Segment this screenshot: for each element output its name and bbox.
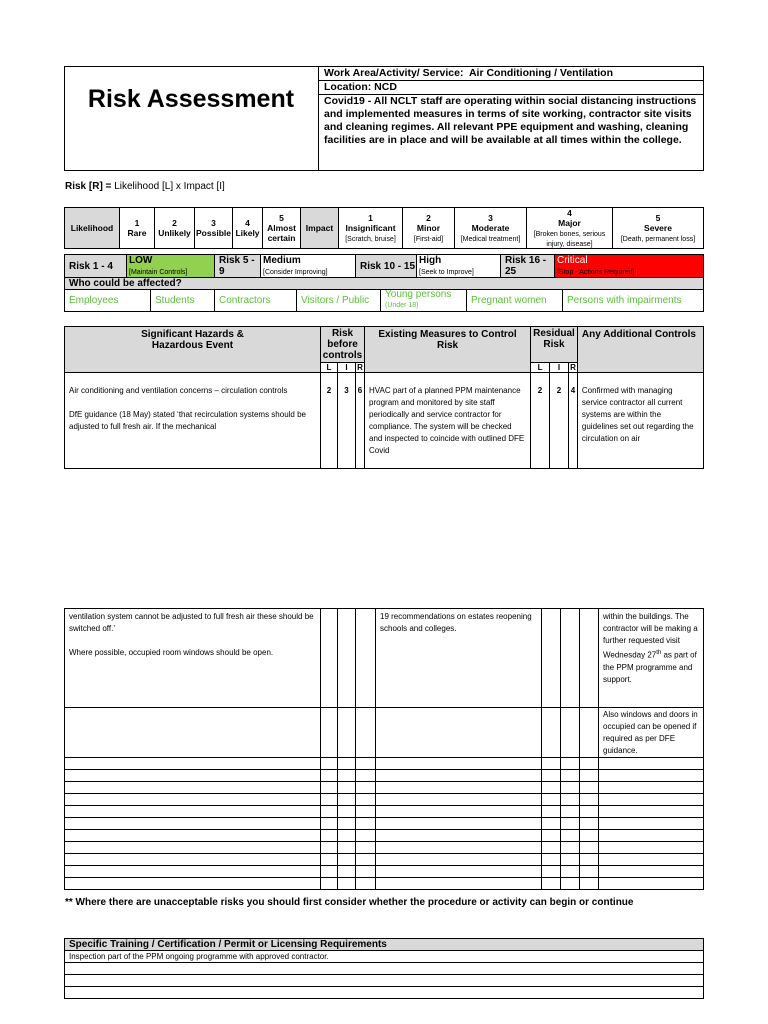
band-critical: Critical [Stop - Actions Required] <box>555 255 704 278</box>
table-row <box>65 373 321 469</box>
impact-3: 3 Moderate [Medical treatment] <box>455 208 527 249</box>
impact-label: Impact <box>301 208 339 249</box>
hazard-text-a: Air conditioning and ventilation concerns – circulation controls <box>69 386 288 395</box>
header-additional-controls: Any Additional Controls <box>577 327 703 373</box>
existing-measures-continued: 19 recommendations on estates reopening schools and colleges. <box>376 609 542 708</box>
affected-groups <box>64 289 704 312</box>
hazard-text-b: DfE guidance (18 May) stated ‘that recirculation systems should be adjusted to full fresh air. If the mechanical <box>69 410 307 431</box>
affected-contractors: Contractors <box>215 290 297 312</box>
header-existing-measures: Existing Measures to Control Risk <box>365 327 531 373</box>
header-risk-before: Risk before controls <box>321 327 365 363</box>
header-l: L <box>321 363 338 373</box>
likelihood-1: 1 Rare <box>120 208 155 249</box>
existing-measures: HVAC part of a planned PPM maintenance program and monitored by site staff periodically and service contractor for compliance. The system will be checked and inspected to coincide with outlined DFE Covid <box>365 373 531 469</box>
residual-i: 2 <box>550 373 569 469</box>
risk-i: 3 <box>338 373 356 469</box>
residual-r: 4 <box>569 373 578 469</box>
additional-windows-doors: Also windows and doors in occupied can be opened if required as per DFE guidance. <box>599 708 704 758</box>
header-residual-r: R <box>570 363 576 372</box>
header-divider <box>318 66 319 171</box>
affected-impairments: Persons with impairments <box>563 290 704 312</box>
band-low: LOW [Maintain Controls] <box>127 255 215 278</box>
band-high: High [Seek to Improve] <box>417 255 501 278</box>
hazards-table-page1 <box>64 326 704 469</box>
hazards-table-page2 <box>64 608 704 890</box>
band-range-medium: Risk 5 - 9 <box>215 255 261 278</box>
affected-employees: Employees <box>65 290 151 312</box>
location: Location: NCD <box>324 81 397 93</box>
table-row <box>65 842 704 854</box>
band-range-high: Risk 10 - 15 <box>356 255 417 278</box>
table-row <box>65 854 704 866</box>
risk-l: 2 <box>321 373 338 469</box>
training-line-1: Inspection part of the PPM ongoing programme with approved contractor. <box>65 951 704 963</box>
work-area-label: Work Area/Activity/ Service: <box>324 67 464 79</box>
affected-title: Who could be affected? <box>64 277 704 290</box>
band-range-low: Risk 1 - 4 <box>65 255 127 278</box>
training-line-3 <box>65 975 704 987</box>
impact-5: 5 Severe [Death, permanent loss] <box>613 208 704 249</box>
work-area-line <box>324 67 613 79</box>
table-row <box>65 830 704 842</box>
table-row <box>65 818 704 830</box>
table-row <box>65 806 704 818</box>
risk-r: 6 <box>356 373 365 469</box>
table-row <box>65 794 704 806</box>
likelihood-5: 5 Almost certain <box>263 208 301 249</box>
likelihood-2: 2 Unlikely <box>155 208 195 249</box>
work-area-value: Air Conditioning / Ventilation <box>468 67 614 79</box>
unacceptable-risk-note: ** Where there are unacceptable risks you should first consider whether the procedure or activity can begin or continue <box>65 897 634 908</box>
training-line-4 <box>65 987 704 999</box>
table-row <box>65 782 704 794</box>
risk-bands-table <box>64 254 704 278</box>
impact-1: 1 Insignificant [Scratch, bruise] <box>339 208 403 249</box>
affected-young-persons: Young persons (Under 18) <box>381 290 467 312</box>
training-title: Specific Training / Certification / Permit or Licensing Requirements <box>65 939 704 951</box>
training-table <box>64 938 704 999</box>
likelihood-3: 3 Possible <box>195 208 233 249</box>
header-i: I <box>338 363 356 373</box>
table-row <box>65 708 321 758</box>
covid-statement: Covid19 - All NCLT staff are operating within social distancing instructions and implemented measures in terms of site working, contractor site visits and cleaning regimes. All relevant PPE equipment and washing, cleaning facilities are in place and will be available at all times within the college. <box>324 95 697 146</box>
residual-l: 2 <box>531 373 550 469</box>
header-residual-risk: Residual Risk <box>531 327 578 363</box>
risk-formula <box>65 181 225 192</box>
affected-students: Students <box>151 290 215 312</box>
header-r: R <box>357 363 363 372</box>
hazard-text-continued: ventilation system cannot be adjusted to full fresh air these should be switched off.’ <box>69 612 314 633</box>
table-row <box>65 758 704 770</box>
additional-controls-continued: within the buildings. The contractor will be making a further requested visit Wednesday 27th as part of the PPM programme and support. <box>599 609 704 708</box>
table-row <box>65 878 704 890</box>
band-medium: Medium [Consider Improving] <box>261 255 356 278</box>
likelihood-4: 4 Likely <box>233 208 263 249</box>
additional-controls: Confirmed with managing service contractor all current systems are within the guidelines set out regarding the circulation on air <box>577 373 703 469</box>
table-row <box>65 866 704 878</box>
affected-visitors: Visitors / Public <box>297 290 381 312</box>
header-residual-i: I <box>550 363 569 373</box>
likelihood-impact-table <box>64 207 704 249</box>
header-residual-l: L <box>531 363 550 373</box>
table-row <box>65 609 321 708</box>
training-line-2 <box>65 963 704 975</box>
band-range-critical: Risk 16 - 25 <box>501 255 555 278</box>
table-row <box>65 770 704 782</box>
likelihood-label: Likelihood <box>65 208 120 249</box>
impact-4: 4 Major [Broken bones, serious injury, disease] <box>527 208 613 249</box>
hazard-windows: Where possible, occupied room windows should be open. <box>69 648 274 657</box>
page-title: Risk Assessment <box>87 85 295 113</box>
header-hazards: Significant Hazards & Hazardous Event <box>65 327 321 373</box>
risk-formula-rest: Likelihood [L] x Impact [I] <box>114 181 225 192</box>
impact-2: 2 Minor [First-aid] <box>403 208 455 249</box>
affected-pregnant-women: Pregnant women <box>467 290 563 312</box>
risk-formula-lead: Risk [R] = <box>65 181 112 192</box>
